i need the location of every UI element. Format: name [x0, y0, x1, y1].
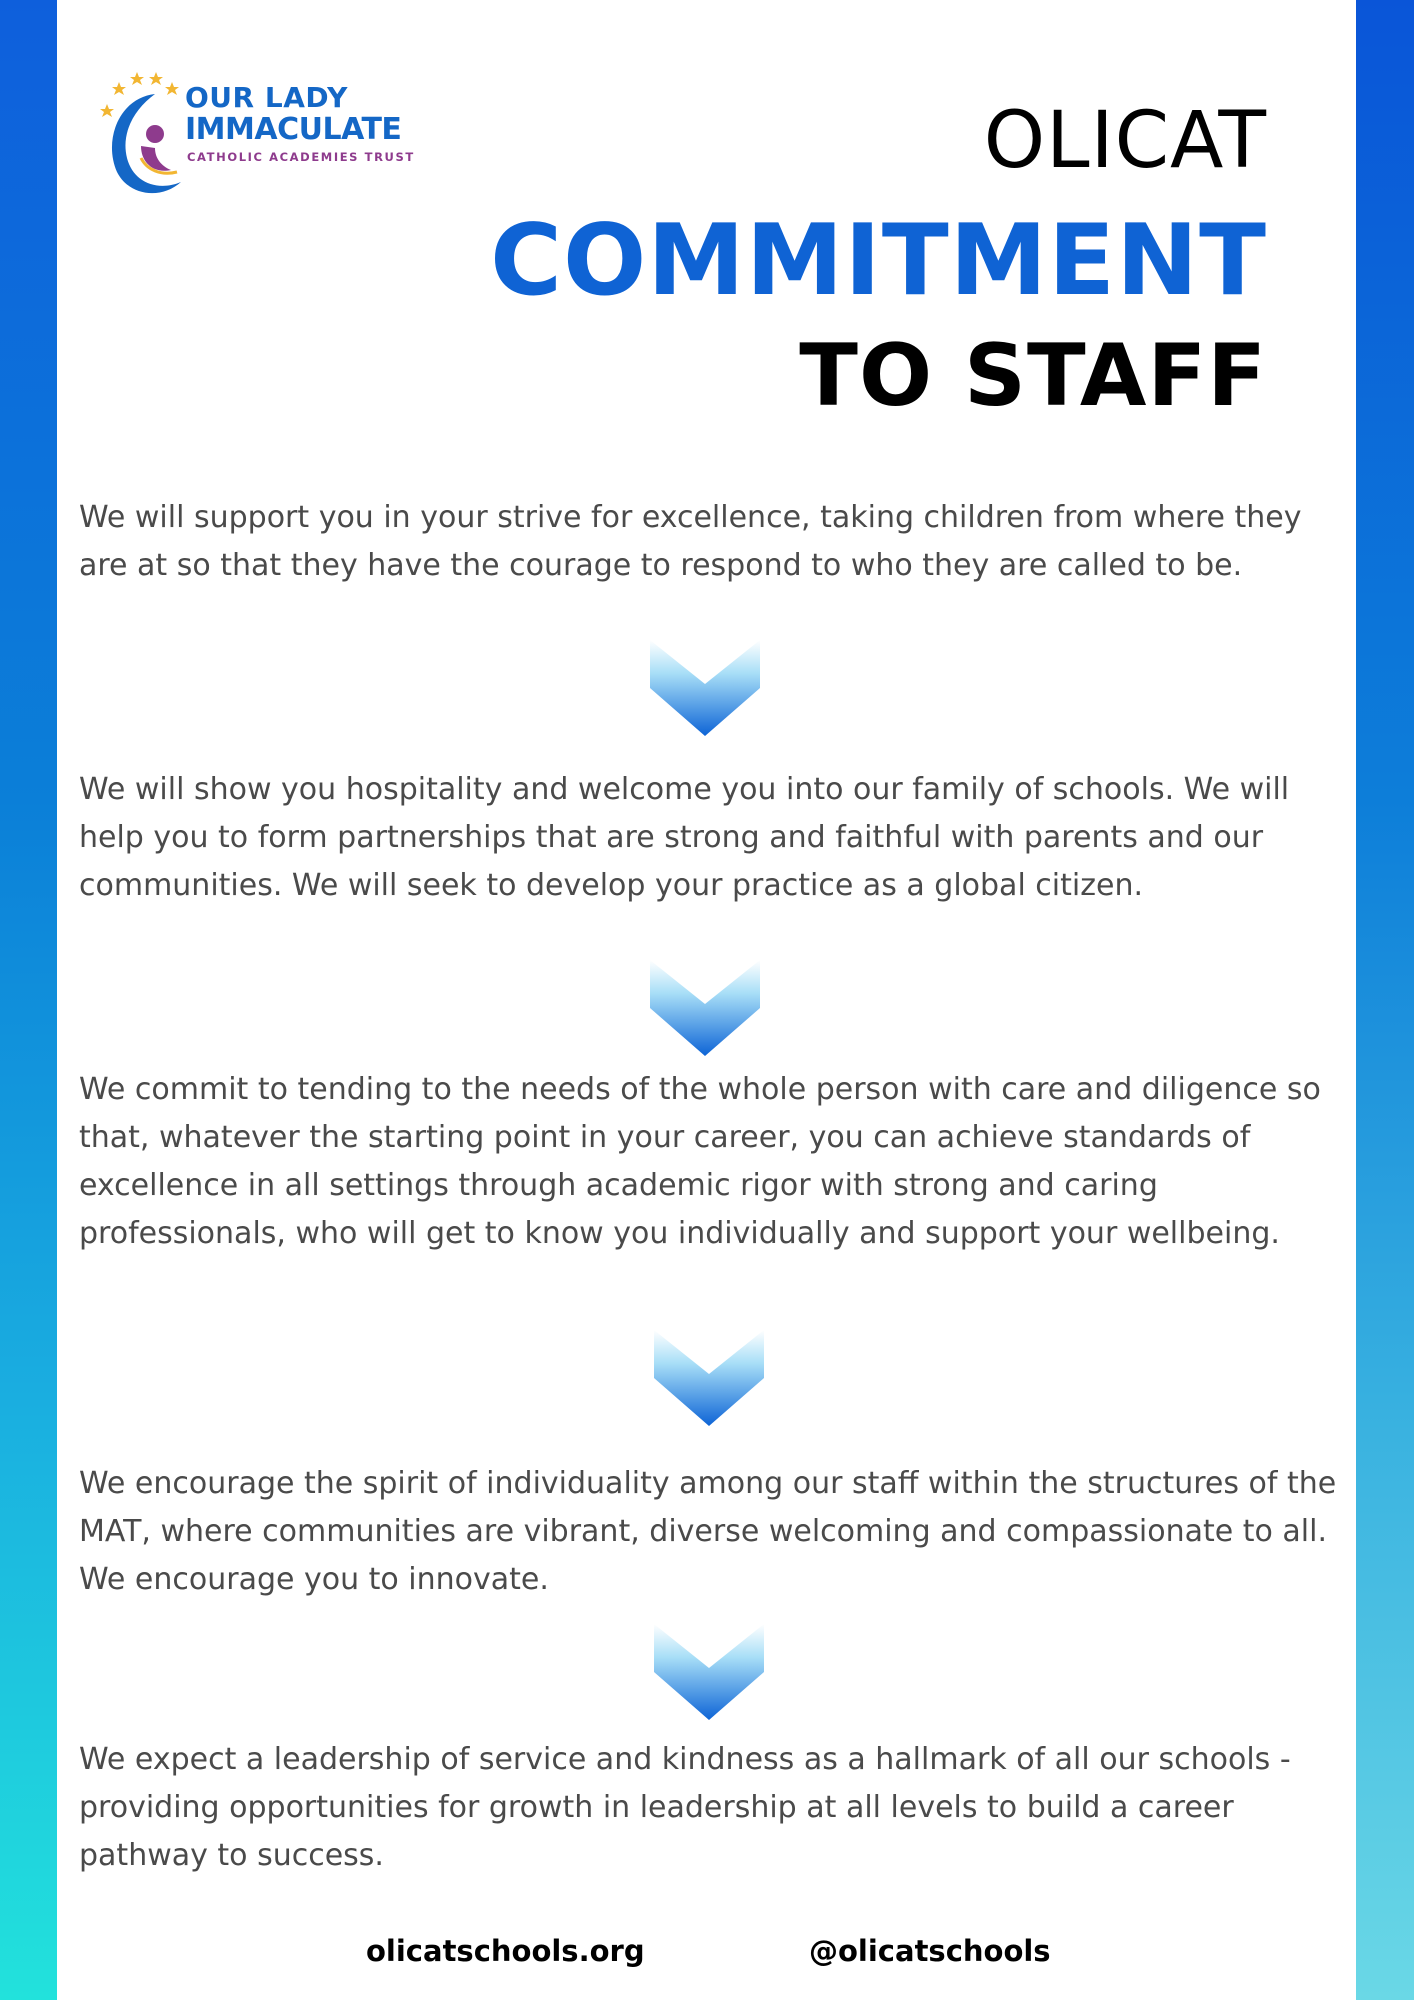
title-line-olicat: OLICAT [983, 96, 1267, 186]
commitment-paragraph-2: We will show you hospitality and welcome you into our family of schools. We will help you to form partnerships that are strong and faithful with parents and our communities. We will seek to develop your practice as a global citizen. [79, 772, 1290, 903]
title-line-to-staff: TO STAFF [799, 326, 1267, 426]
commitment-paragraph-5: We expect a leadership of service and kindness as a hallmark of all our schools - providing opportunities for growth in leadership at all levels to build a career pathway to success. [79, 1742, 1291, 1873]
trust-logo [97, 66, 417, 206]
chevron-down-icon [650, 640, 760, 736]
logo-text-line3: CATHOLIC ACADEMIES TRUST [187, 150, 415, 164]
chevron-down-icon [654, 1624, 764, 1720]
website-link[interactable]: olicatschools.org [366, 1934, 645, 1968]
poster-page [57, 0, 1356, 2000]
commitment-paragraph-4: We encourage the spirit of individuality among our staff within the structures of the MAT, where communities are vibrant, diverse welcoming and compassionate to all. We encourage you to innovate. [79, 1466, 1337, 1597]
chevron-down-icon [650, 960, 760, 1056]
chevron-down-icon [654, 1330, 764, 1426]
logo-text-line2: IMMACULATE [185, 112, 402, 147]
commitment-paragraph-3: We commit to tending to the needs of the whole person with care and diligence so that, whatever the starting point in your career, you can achieve standards of excellence in all settings through academic rigor with strong and caring professionals, who will get to know you individually and support your wellbeing. [79, 1072, 1321, 1251]
right-gradient-band [1356, 0, 1414, 2000]
logo-emblem-icon [97, 66, 189, 201]
title-line-commitment: COMMITMENT [490, 204, 1267, 318]
logo-text-line1: OUR LADY [185, 81, 348, 114]
commitment-paragraph-1: We will support you in your strive for excellence, taking children from where they are at so that they have the courage to respond to who they are called to be. [79, 500, 1302, 583]
social-handle-link[interactable]: @olicatschools [809, 1934, 1051, 1968]
